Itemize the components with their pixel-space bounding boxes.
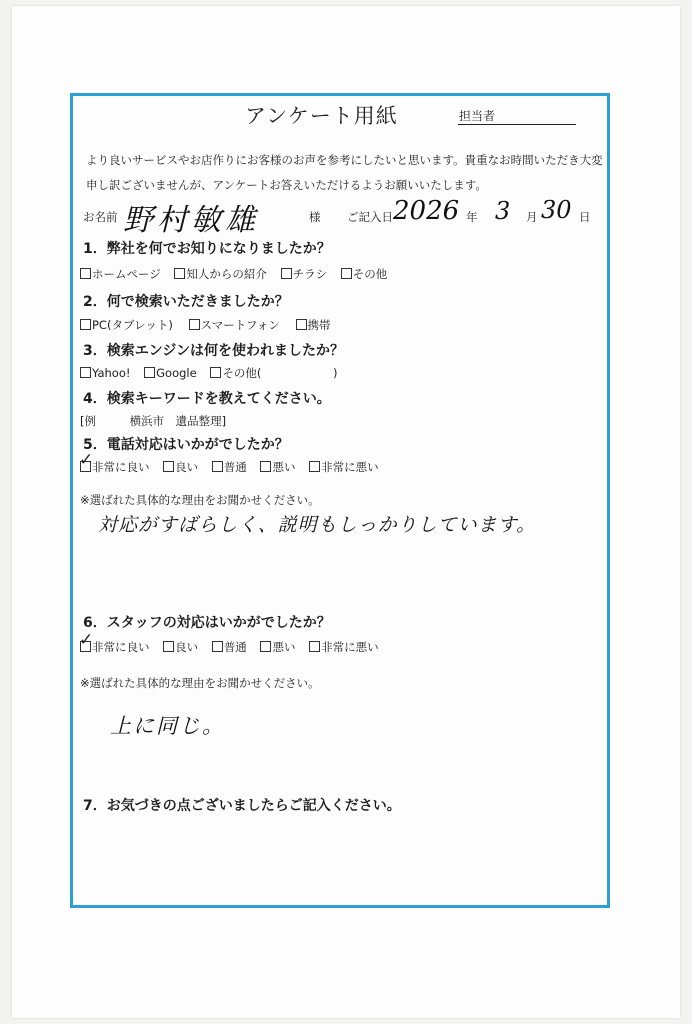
name-label: お名前 [83, 210, 118, 224]
q6-options [80, 639, 379, 655]
month-label: 月 [526, 210, 538, 224]
checkbox-icon[interactable] [260, 641, 271, 652]
q6-option[interactable]: 悪い [260, 640, 295, 654]
checkbox-icon[interactable] [212, 461, 223, 472]
q3-option[interactable]: Google [144, 366, 197, 380]
question-3: 3．検索エンジンは何を使われましたか？ [83, 343, 345, 359]
checkmark-icon: ✓ [79, 450, 94, 470]
checkmark-icon: ✓ [79, 630, 94, 650]
day-value[interactable]: 30 [541, 196, 572, 224]
q3-option[interactable]: Yahoo! [80, 366, 130, 380]
q5-option-checked[interactable]: 非常に良い [80, 460, 150, 474]
checkbox-icon[interactable] [296, 319, 307, 330]
staff-label: 担当者 [459, 109, 496, 123]
q3-options [80, 365, 338, 381]
example-prefix: [例 [80, 414, 96, 428]
q4-example [80, 413, 226, 429]
checkbox-icon[interactable] [163, 641, 174, 652]
intro-line-2: 申し訳ございませんが、アンケートお答えいただけるようお願いいたします。 [86, 178, 487, 192]
q2-options [80, 317, 331, 333]
q1-option[interactable]: 知人からの紹介 [174, 267, 267, 281]
checkbox-icon[interactable] [80, 268, 91, 279]
question-4: 4．検索キーワードを教えてください。 [83, 391, 331, 407]
q6-reason-answer[interactable]: 上に同じ。 [110, 714, 225, 738]
q5-reason-answer[interactable]: 対応がすばらしく、説明もしっかりしています。 [98, 514, 537, 536]
checkbox-icon[interactable] [174, 268, 185, 279]
q2-option[interactable]: 携帯 [296, 318, 331, 332]
q5-option[interactable]: 普通 [212, 460, 247, 474]
question-5: 5．電話対応はいかがでしたか？ [83, 437, 289, 453]
q2-option[interactable]: スマートフォン [189, 318, 280, 332]
q6-option[interactable]: 非常に悪い [309, 640, 379, 654]
q5-option[interactable]: 悪い [260, 460, 295, 474]
example-words: 横浜市 遺品整理] [129, 414, 227, 428]
q6-option[interactable]: 普通 [212, 640, 247, 654]
checkbox-icon[interactable] [210, 367, 221, 378]
checkbox-icon[interactable] [212, 641, 223, 652]
question-2: 2．何で検索いただきましたか？ [83, 294, 289, 310]
q6-option-checked[interactable]: 非常に良い [80, 640, 150, 654]
q6-option[interactable]: 良い [163, 640, 198, 654]
checkbox-icon[interactable] [80, 367, 91, 378]
q3-option[interactable]: その他( [210, 366, 261, 380]
honorific-label: 様 [309, 210, 321, 224]
checkbox-icon[interactable] [341, 268, 352, 279]
checkbox-icon[interactable] [309, 641, 320, 652]
form-title: アンケート用紙 [245, 104, 398, 128]
question-1: 1．弊社を何でお知りになりましたか？ [83, 241, 331, 257]
day-label: 日 [579, 210, 591, 224]
q5-options [80, 459, 379, 475]
question-7: 7．お気づきの点ございましたらご記入ください。 [83, 798, 401, 814]
q1-options [80, 266, 387, 282]
q3-close-paren: ) [333, 366, 338, 380]
name-value[interactable]: 野村敏雄 [123, 203, 259, 238]
q5-reason-prompt: ※選ばれた具体的な理由をお聞かせください。 [80, 493, 320, 507]
checkbox-icon[interactable] [260, 461, 271, 472]
checkbox-icon[interactable] [163, 461, 174, 472]
q1-option[interactable]: チラシ [281, 267, 328, 281]
question-6: 6．スタッフの対応はいかがでしたか？ [83, 615, 331, 631]
staff-signature-line [458, 124, 576, 125]
q1-option[interactable]: その他 [341, 267, 388, 281]
q5-option[interactable]: 非常に悪い [309, 460, 379, 474]
checkbox-icon[interactable] [189, 319, 200, 330]
checkbox-icon[interactable] [80, 319, 91, 330]
checkbox-icon[interactable] [309, 461, 320, 472]
entry-date-label: ご記入日 [347, 210, 393, 224]
q2-option[interactable]: PC(タブレット) [80, 318, 173, 332]
year-value[interactable]: 2026 [393, 196, 460, 226]
checkbox-icon[interactable] [144, 367, 155, 378]
checkbox-icon[interactable] [281, 268, 292, 279]
q1-option[interactable]: ホームページ [80, 267, 161, 281]
q6-reason-prompt: ※選ばれた具体的な理由をお聞かせください。 [80, 676, 320, 690]
month-value[interactable]: 3 [495, 197, 511, 225]
q5-option[interactable]: 良い [163, 460, 198, 474]
year-label: 年 [466, 210, 478, 224]
intro-line-1: より良いサービスやお店作りにお客様のお声を参考にしたいと思います。貴重なお時間いただき大変 [86, 153, 603, 167]
